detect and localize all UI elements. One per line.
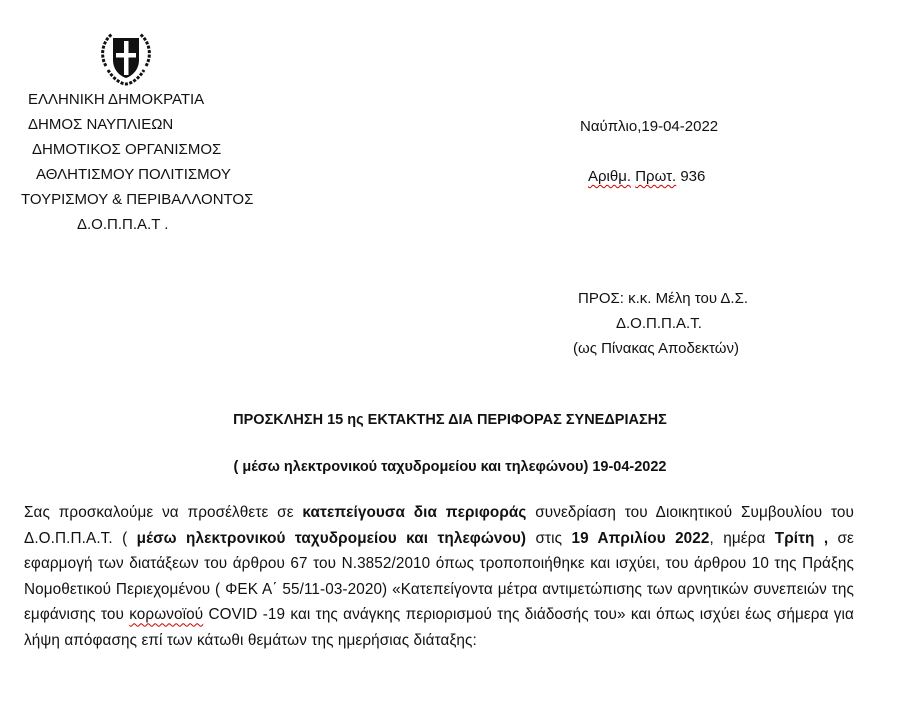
issuer-line-2: ΔΗΜΟΣ ΝΑΥΠΛΙΕΩΝ <box>28 116 174 133</box>
body-text-5: σε εφαρμογή των διατάξεων του άρθρου 67 του Ν.3852/2010 όπως τροποποιήθηκε και ισχύει, του άρθρου 10 της Πράξης Νομοθετικού Περιεχομένου ( ΦΕΚ Α΄ 55/11-03-2020) «Κατεπείγοντα μέτρα αντιμετώπισης των αρνητικών συνεπειών της εμφάνισης του <box>24 529 854 624</box>
body-bold-urgent: κατεπείγουσα δια περιφοράς <box>302 504 527 521</box>
invitation-body <box>24 500 854 654</box>
issuer-line-3: ΔΗΜΟΤΙΚΟΣ ΟΡΓΑΝΙΣΜΟΣ <box>32 141 222 158</box>
body-text-6: COVID -19 και της ανάγκης περιορισμού της διάδοσής του» και όπως ισχύει έως σήμερα για λήψη απόφασης επί των κάτωθι θεμάτων της ημερήσιας διάταξης: <box>24 606 854 649</box>
issuer-line-6: Δ.Ο.Π.Π.Α.Τ . <box>77 216 169 233</box>
recipient-line-1: ΠΡΟΣ: κ.κ. Μέλη του Δ.Σ. <box>578 290 749 307</box>
recipient-line-2: Δ.Ο.Π.Π.Α.Τ. <box>616 315 702 332</box>
document-subtitle: ( μέσω ηλεκτρονικού ταχυδρομείου και τηλεφώνου) 19-04-2022 <box>233 459 667 475</box>
protocol-label-1: Αριθμ. <box>588 168 632 185</box>
protocol-label-2: Πρωτ. <box>635 168 677 185</box>
issuer-line-1: ΕΛΛΗΝΙΚΗ ΔΗΜΟΚΡΑΤΙΑ <box>28 91 205 108</box>
body-spellcheck-word: κορωνοϊού <box>129 606 204 624</box>
body-text-3: στις <box>526 529 572 547</box>
body-bold-method: μέσω ηλεκτρονικού ταχυδρομείου και τηλεφώνου) <box>136 529 527 547</box>
greek-state-emblem-icon <box>94 26 158 88</box>
issuer-line-5: ΤΟΥΡΙΣΜΟΥ & ΠΕΡΙΒΑΛΛΟΝΤΟΣ <box>21 191 254 208</box>
body-bold-day: Τρίτη , <box>774 529 829 547</box>
body-text-2: συνεδρίαση του Διοικητικού Συμβουλίου του Δ.Ο.Π.Π.Α.Τ. ( <box>24 504 854 547</box>
protocol-value: 936 <box>680 168 706 185</box>
body-bold-date: 19 Απριλίου 2022 <box>571 529 710 547</box>
body-text-4: , ημέρα <box>709 529 775 547</box>
body-text-1: Σας προσκαλούμε να προσέλθετε σε <box>24 504 303 521</box>
protocol-number <box>588 165 705 189</box>
place-date: Ναύπλιο,19-04-2022 <box>580 118 719 135</box>
recipient-line-3: (ως Πίνακας Αποδεκτών) <box>573 340 739 357</box>
issuer-line-4: ΑΘΛΗΤΙΣΜΟΥ ΠΟΛΙΤΙΣΜΟΥ <box>36 166 231 183</box>
document-title: ΠΡΟΣΚΛΗΣΗ 15 ης ΕΚΤΑΚΤΗΣ ΔΙΑ ΠΕΡΙΦΟΡΑΣ ΣΥΝΕΔΡΙΑΣΗΣ <box>233 412 667 428</box>
